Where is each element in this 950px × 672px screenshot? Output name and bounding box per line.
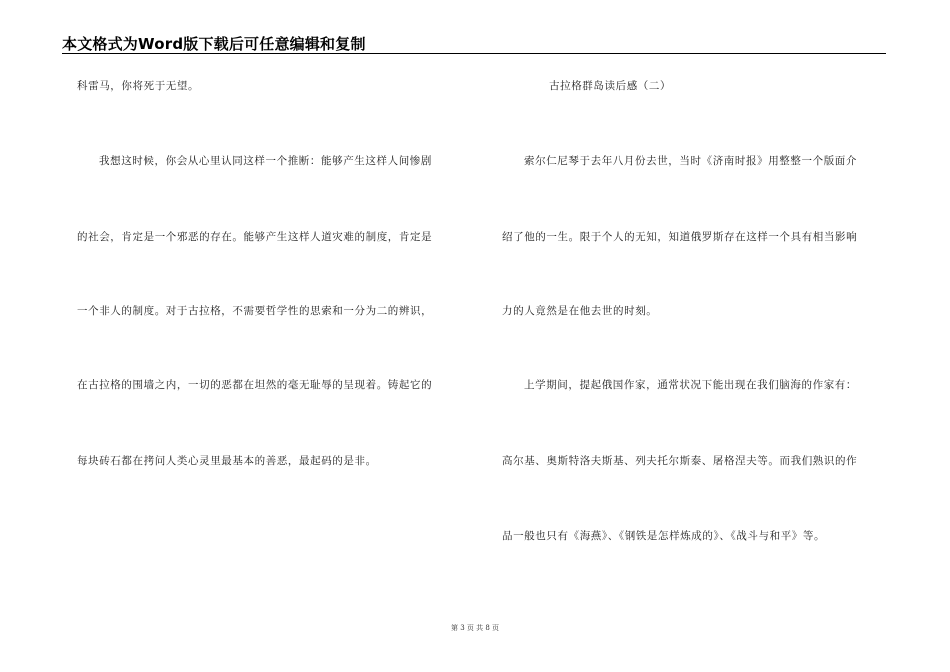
- right-line-3: 力的人竟然是在他去世的时刻。: [502, 305, 658, 317]
- right-line-5: 高尔基、奥斯特洛夫斯基、列夫托尔斯泰、屠格涅夫等。而我们熟识的作: [502, 455, 858, 467]
- left-line-5: 在古拉格的围墙之内，一切的恶都在坦然的毫无耻辱的呈现着。铸起它的: [77, 379, 433, 391]
- left-line-6: 每块砖石都在拷问人类心灵里最基本的善恶，最起码的是非。: [77, 455, 377, 467]
- right-line-6: 品一般也只有《海燕》、《钢铁是怎样炼成的》、《战斗与和平》等。: [502, 530, 826, 542]
- right-line-1: 索尔仁尼琴于去年八月份去世，当时《济南时报》用整整一个版面介: [524, 155, 857, 167]
- right-line-2: 绍了他的一生。限于个人的无知，知道俄罗斯存在这样一个具有相当影响: [502, 231, 858, 243]
- header-divider: [62, 53, 886, 54]
- right-line-4: 上学期间，提起俄国作家，通常状况下能出现在我们脑海的作家有：: [524, 379, 857, 391]
- page-number: 第 3 页 共 8 页: [450, 624, 500, 632]
- section-title: 古拉格群岛读后感（二）: [549, 80, 672, 92]
- page-header-title: 本文格式为Word版下载后可任意编辑和复制: [62, 35, 366, 53]
- left-line-4: 一个非人的制度。对于古拉格，不需要哲学性的思索和一分为二的辨识，: [77, 305, 433, 317]
- left-line-1: 科雷马，你将死于无望。: [77, 80, 200, 92]
- left-line-2: 我想这时候，你会从心里认同这样一个推断：能够产生这样人间惨剧: [99, 155, 432, 167]
- left-line-3: 的社会，肯定是一个邪恶的存在。能够产生这样人道灾难的制度，肯定是: [77, 231, 433, 243]
